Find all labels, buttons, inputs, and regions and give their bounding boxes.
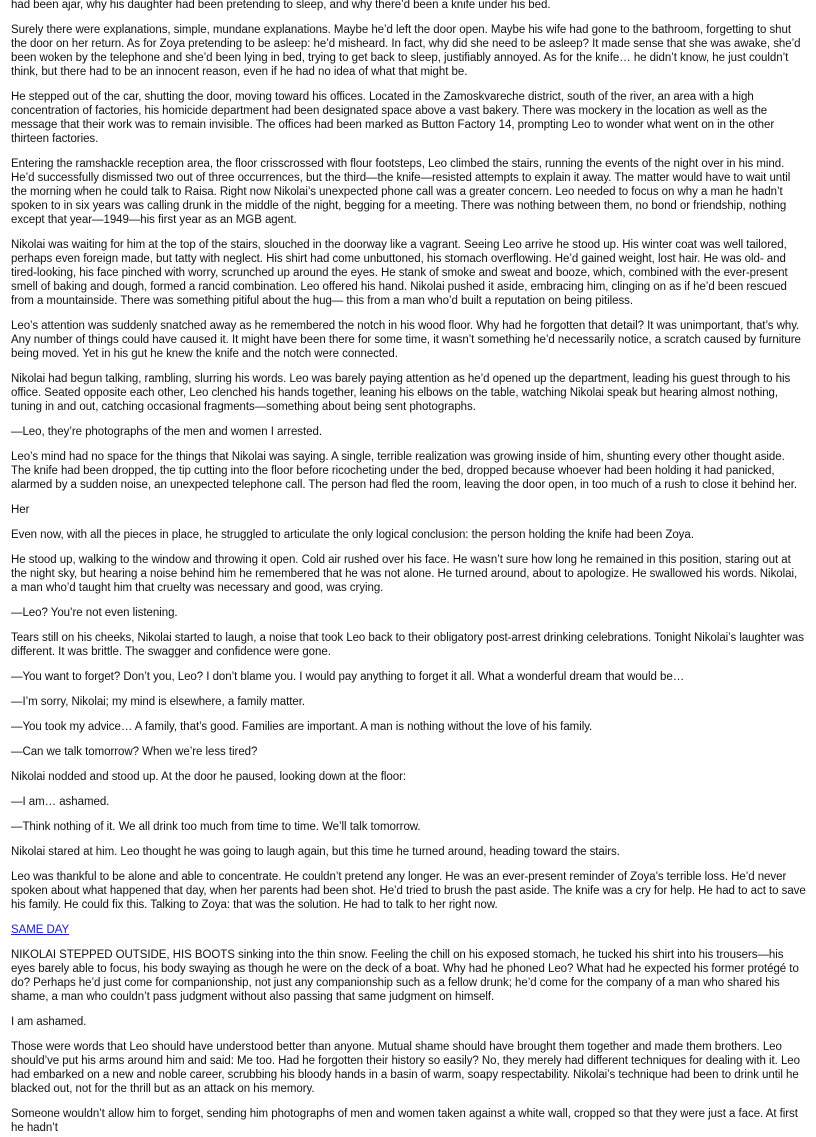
dialogue-line: —You took my advice… A family, that’s good. Families are important. A man is nothing without the love of his family. [11, 721, 593, 733]
section-link-same-day[interactable]: SAME DAY [11, 924, 70, 936]
dialogue-line: —You want to forget? Don’t you, Leo? I don’t blame you. I would pay anything to forget it all. What a wonderful dream that would be… [11, 671, 685, 683]
paragraph: Someone wouldn’t allow him to forget, sending him photographs of men and women taken against a white wall, cropped so that they were just a face. At first he hadn’t [11, 1108, 798, 1134]
paragraph: I am ashamed. [11, 1016, 87, 1028]
paragraph: Nikolai had begun talking, rambling, slurring his words. Leo was barely paying attention as he’d opened up the department, leading his guest through to his office. Seated opposite each other, Leo clenched his hands together, leaning his elbows on the table, watching Nikolai speak but hearing almost nothing, tuning in and out, catching occasional fragments—something about being sent photographs. [11, 373, 791, 413]
paragraph: Surely there were explanations, simple, mundane explanations. Maybe he’d left the door open. Maybe his wife had gone to the bathroom, forgetting to shut the door on her return. As for Zoya pretending to be asleep: he’d misheard. In fact, why did she need to be asleep? It made sense that she was awake, she’d been woken by the telephone and she’d been lying in bed, trying to get back to sleep, justifiably annoyed. As for the knife… he didn’t know, he just couldn’t think, but there had to be an innocent reason, even if he had no idea of what that might be. [11, 24, 801, 78]
body-text [11, 0, 806, 1135]
paragraph: NIKOLAI STEPPED OUTSIDE, HIS BOOTS sinking into the thin snow. Feeling the chill on his exposed stomach, he tucked his shirt into his trousers—his eyes barely able to focus, his body swaying as though he were on the deck of a boat. Why had he phoned Leo? What had he expected his former protégé to do? Perhaps he’d just come for companionship, not just any companionship such as a fellow drunk; he’d come for the company of a man who shared his shame, a man who couldn’t pass judgment without also passing that same judgment on himself. [11, 949, 799, 1003]
dialogue-line: —I’m sorry, Nikolai; my mind is elsewhere, a family matter. [11, 696, 305, 708]
paragraph: He stood up, walking to the window and throwing it open. Cold air rushed over his face. He wasn’t sure how long he remained in this position, staring out at the night sky, but hearing a noise behind him he remembered that he was not alone. He turned around, about to apologize. He swallowed his words. Nikolai, a man who’d taught him that cruelty was necessary and good, was crying. [11, 554, 798, 594]
paragraph: Leo was thankful to be alone and able to concentrate. He couldn’t pretend any longer. He was an ever-present reminder of Zoya’s terrible loss. He’d never spoken about what happened that day, when her parents had been shot. He’d tried to brush the past aside. The knife was a cry for help. He had to act to save his family. He could fix this. Talking to Zoya: that was the solution. He had to talk to her right now. [11, 871, 806, 911]
dialogue-line: —Can we talk tomorrow? When we’re less tired? [11, 746, 258, 758]
dialogue-line: —Leo? You’re not even listening. [11, 607, 178, 619]
paragraph: Leo’s attention was suddenly snatched away as he remembered the notch in his wood floor. Why had he forgotten that detail? It was unimportant, that’s why. Any number of things could have caused it. It might have been there for some time, it wasn’t something he’d necessarily notice, a scratch caused by furniture being moved. Yet in his gut he knew the knife and the notch were connected. [11, 320, 801, 360]
paragraph: Nikolai stared at him. Leo thought he was going to laugh again, but this time he turned around, heading toward the stairs. [11, 846, 620, 858]
dialogue-line: —I am… ashamed. [11, 796, 110, 808]
paragraph: Tears still on his cheeks, Nikolai started to laugh, a noise that took Leo back to their obligatory post-arrest drinking celebrations. Tonight Nikolai’s laughter was different. It was brittle. The swagger and confidence were gone. [11, 632, 804, 658]
dialogue-line: —Leo, they’re photographs of the men and women I arrested. [11, 426, 322, 438]
paragraph: Entering the ramshackle reception area, the floor crisscrossed with flour footsteps, Leo climbed the stairs, running the events of the night over in his mind. He’d successfully dismissed two out of three occurrences, but the third—the knife—resisted attempts to explain it away. The matter would have to wait until the morning when he could talk to Raisa. Right now Nikolai’s unexpected phone call was a greater concern. Leo needed to focus on why a man he hadn’t spoken to in six years was calling drunk in the middle of the night, begging for a meeting. There was nothing between them, no bond or friendship, nothing except that year—1949—his first year as an MGB agent. [11, 158, 791, 226]
paragraph: He stepped out of the car, shutting the door, moving toward his offices. Located in the Zamoskvareche district, south of the river, an area with a high concentration of factories, his homicide department had been designated space above a vast bakery. There was mockery in the location as well as the message that their work was to remain invisible. The offices had been marked as Button Factory 14, prompting Leo to wonder what went on in the other thirteen factories. [11, 91, 775, 145]
paragraph: Those were words that Leo should have understood better than anyone. Mutual shame should have brought them together and made them brothers. Leo should’ve put his arms around him and said: Me too. Had he forgotten their history so easily? No, they merely had different techniques for dealing with it. Leo had embarked on a new and noble career, scrubbing his bloody hands in a basin of warm, soapy respectability. Nikolai’s technique had been to drink until he blacked out, not for the thrill but as an attack on his memory. [11, 1041, 800, 1095]
paragraph: Nikolai was waiting for him at the top of the stairs, slouched in the doorway like a vagrant. Seeing Leo arrive he stood up. His winter coat was well tailored, perhaps even foreign made, but tatty with neglect. His shirt had come unbuttoned, his stomach overflowing. He’d gained weight, lost hair. He was old- and tired-looking, his face pinched with worry, scrunched up around the eyes. He stank of smoke and sweat and booze, which, combined with the ever-present smell of baking and dough, formed a rancid combination. Leo offered his hand. Nikolai pushed it aside, embracing him, clinging on as if he’d been rescued from a mountainside. There was something pitiful about the hug— this from a man who’d built a reputation on being pitiless. [11, 239, 788, 307]
paragraph: Her [11, 504, 30, 516]
paragraph: had been ajar, why his daughter had been pretending to sleep, and why there’d been a knife under his bed. [11, 0, 551, 11]
paragraph: Leo’s mind had no space for the things that Nikolai was saying. A single, terrible realization was growing inside of him, shunting every other thought aside. The knife had been dropped, the tip cutting into the floor before ricocheting under the bed, dropped because whoever had been holding it had panicked, alarmed by a sudden noise, an unexpected telephone call. The person had fled the room, leaving the door open, in too much of a rush to close it behind her. [11, 451, 798, 491]
paragraph: Nikolai nodded and stood up. At the door he paused, looking down at the floor: [11, 771, 407, 783]
paragraph: Even now, with all the pieces in place, he struggled to articulate the only logical conclusion: the person holding the knife had been Zoya. [11, 529, 694, 541]
dialogue-line: —Think nothing of it. We all drink too much from time to time. We’ll talk tomorrow. [11, 821, 421, 833]
